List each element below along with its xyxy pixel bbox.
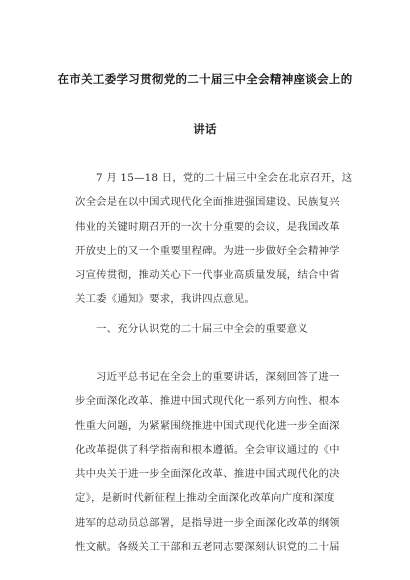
paragraph-line: 性重大问题，为紧紧围绕推进中国式现代化进一步全面深 xyxy=(75,419,340,432)
paragraph-line: 次全会是在以中国式现代化全面推进强国建设、民族复兴 xyxy=(75,196,340,209)
paragraph-line: 习宣传贯彻，推动关心下一代事业高质量发展，结合中省 xyxy=(75,269,340,282)
intro-paragraph xyxy=(75,166,353,312)
paragraph-line: 定》，是新时代新征程上推动全面深化改革向广度和深度 xyxy=(75,492,335,505)
paragraph-line: 习近平总书记在全会上的重要讲话，深刻回答了进一 xyxy=(96,371,340,383)
section-heading-1 xyxy=(75,317,343,341)
paragraph-line: 进军的总动员总部署，是指导进一步全面深化改革的纲领 xyxy=(75,516,340,529)
section-heading-text: 一、充分认识党的二十届三中全会的重要意义 xyxy=(96,323,308,335)
paragraph-line: 开放史上的又一个重要里程碑。为进一步做好全会精神学 xyxy=(75,244,340,257)
section-1-paragraph xyxy=(75,365,343,559)
paragraph-line: 化改革提供了科学指南和根本遵循。全会审议通过的《中 xyxy=(75,443,340,456)
speech-title-line-1: 在市关工委学习贯彻党的二十届三中全会精神座谈会上的 xyxy=(57,72,353,86)
paragraph-line: 共中央关于进一步全面深化改革、推进中国式现代化的决 xyxy=(75,468,340,481)
paragraph-line: 步全面深化改革、推进中国式现代化一系列方向性、根本 xyxy=(75,395,340,408)
speech-title-line-2: 讲话 xyxy=(193,122,217,136)
paragraph-line: 7 月 15—18 日，党的二十届三中全会在北京召开，这 xyxy=(96,172,353,184)
paragraph-line: 性文献。各级关工干部和五老同志要深刻认识党的二十届 xyxy=(75,541,340,554)
paragraph-line: 伟业的关键时期召开的一次十分重要的会议，是我国改革 xyxy=(75,220,340,233)
paragraph-line: 关工委《通知》要求，我讲四点意见。 xyxy=(75,293,256,306)
